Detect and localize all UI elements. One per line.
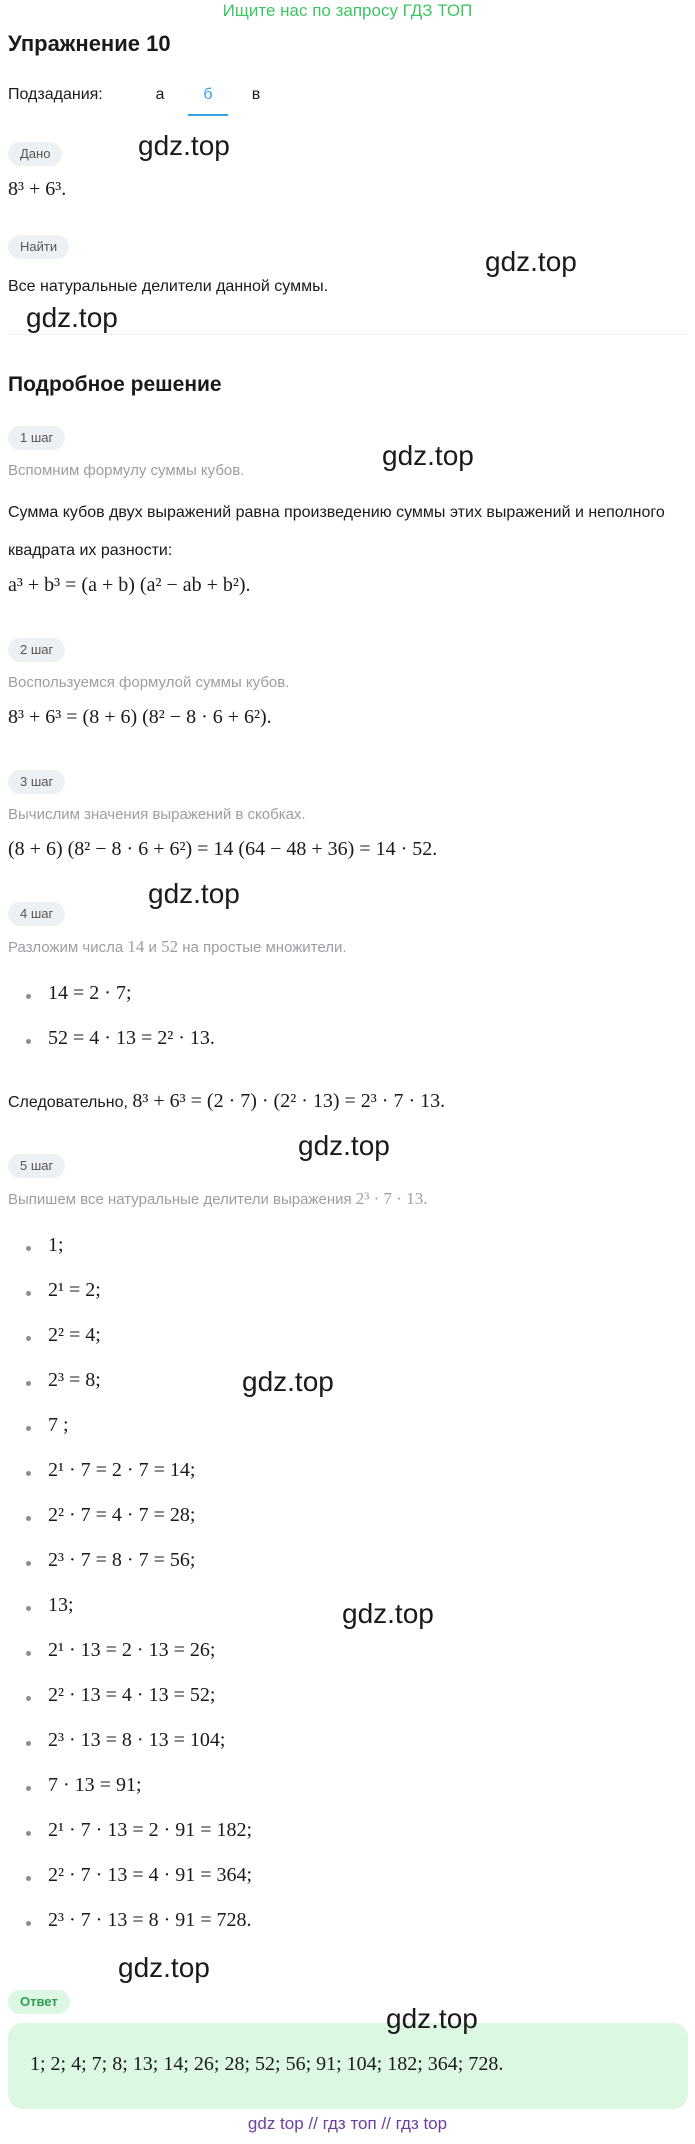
footer-links[interactable]: gdz top // гдз топ // гдз top (247, 2114, 448, 2133)
step-4-hint-mid: и (144, 939, 162, 956)
given-badge: Дано (8, 142, 62, 166)
watermark: gdz.top (386, 2003, 478, 2034)
divisor-value: 2² · 13 = 4 · 13 = 52; (48, 1684, 216, 1706)
bullet-dot (26, 1651, 31, 1656)
step-2-hint: Воспользуемся формулой суммы кубов. (8, 674, 290, 691)
conclusion-label: Следовательно, (8, 1094, 133, 1111)
solution-heading: Подробное решение (8, 373, 222, 396)
bullet-dot (26, 1426, 31, 1431)
watermark: gdz.top (26, 302, 118, 333)
step-1-hint: Вспомним формулу суммы кубов. (8, 462, 245, 479)
divisor-value: 2¹ · 13 = 2 · 13 = 26; (48, 1639, 216, 1661)
answer-box (8, 2023, 688, 2109)
divisor-value: 2² · 7 · 13 = 4 · 91 = 364; (48, 1864, 253, 1886)
watermark: gdz.top (485, 246, 577, 277)
bullet-dot (26, 1246, 31, 1251)
watermark: gdz.top (298, 1130, 390, 1161)
bullet-dot (26, 1741, 31, 1746)
watermark: gdz.top (342, 1598, 434, 1629)
bullet-dot (26, 1291, 31, 1296)
divisor-value: 2³ · 7 · 13 = 8 · 91 = 728. (48, 1909, 252, 1931)
watermark: gdz.top (148, 878, 240, 909)
step-1-badge: 1 шаг (8, 426, 65, 450)
step-4-hint-suffix: на простые множители. (178, 939, 347, 956)
step-4-hint (8, 936, 347, 959)
watermark: gdz.top (138, 130, 230, 161)
step-3-formula: (8 + 6) (8² − 8 · 6 + 6²) = 14 (64 − 48 + 36) = 14 · 52. (8, 838, 438, 860)
bullet-dot (26, 1336, 31, 1341)
step-1-text: Сумма кубов двух выражений равна произведению суммы этих выражений и неполного квадрата их разности: (8, 504, 665, 559)
divisor-value: 2³ = 8; (48, 1369, 101, 1391)
divisor-value: 2³ · 13 = 8 · 13 = 104; (48, 1729, 226, 1751)
bullet-dot (26, 1516, 31, 1521)
step-4-hint-prefix: Разложим числа (8, 939, 128, 956)
given-value: 8³ + 6³. (8, 178, 67, 200)
tab-v[interactable]: в (251, 86, 261, 103)
find-text: Все натуральные делители данной суммы. (8, 278, 329, 295)
active-tab-indicator (188, 114, 228, 116)
divisor-value: 13; (48, 1594, 74, 1616)
watermark: gdz.top (242, 1366, 334, 1397)
step-5-badge: 5 шаг (8, 1154, 65, 1178)
divisor-value: 2¹ = 2; (48, 1279, 101, 1301)
step-5-hint (8, 1188, 427, 1211)
divisor-value: 2³ · 7 = 8 · 7 = 56; (48, 1549, 196, 1571)
conclusion-formula: 8³ + 6³ = (2 · 7) · (2² · 13) = 2³ · 7 · 13. (132, 1090, 446, 1112)
bullet-dot (26, 1921, 31, 1926)
step-5-hint-formula: 2³ · 7 · 13. (355, 1189, 428, 1208)
step-5-hint-prefix: Выпишем все натуральные делители выражения (8, 1191, 356, 1208)
step-1-formula: a³ + b³ = (a + b) (a² − ab + b²). (8, 574, 251, 596)
step-3-badge: 3 шаг (8, 770, 65, 794)
step-3-hint: Вычислим значения выражений в скобках. (8, 806, 306, 823)
step-4-badge: 4 шаг (8, 902, 65, 926)
watermark: gdz.top (382, 440, 474, 471)
step-2-badge: 2 шаг (8, 638, 65, 662)
step-2-formula: 8³ + 6³ = (8 + 6) (8² − 8 · 6 + 6²). (8, 706, 272, 728)
subtasks-bar (8, 82, 688, 118)
bullet-dot (26, 1561, 31, 1566)
bullet-dot (26, 1786, 31, 1791)
divisor-value: 1; (48, 1234, 64, 1256)
tab-b[interactable]: б (203, 86, 213, 103)
bullet-dot (26, 1606, 31, 1611)
bullet-dot (26, 1876, 31, 1881)
watermark: gdz.top (118, 1952, 210, 1983)
search-banner[interactable]: Ищите нас по запросу ГДЗ ТОП (222, 1, 473, 20)
tab-a[interactable]: а (155, 86, 165, 103)
step-4-hint-a: 14 (127, 937, 145, 956)
divisor-value: 7 ; (48, 1414, 69, 1436)
divisor-value: 2² · 7 = 4 · 7 = 28; (48, 1504, 196, 1526)
step-4-hint-b: 52 (161, 937, 179, 956)
answer-badge: Ответ (8, 1990, 70, 2014)
bullet-dot (26, 1831, 31, 1836)
bullet-dot (26, 1696, 31, 1701)
bullet-dot (26, 1381, 31, 1386)
answer-value: 1; 2; 4; 7; 8; 13; 14; 26; 28; 52; 56; 91; 104; 182; 364; 728. (30, 2053, 504, 2075)
divisor-value: 7 · 13 = 91; (48, 1774, 142, 1796)
page-title: Упражнение 10 (8, 31, 171, 56)
find-badge: Найти (8, 235, 69, 259)
subtasks-label: Подзадания: (8, 86, 103, 103)
section-divider (8, 334, 688, 335)
divisor-value: 2² = 4; (48, 1324, 101, 1346)
divisor-value: 2¹ · 7 · 13 = 2 · 91 = 182; (48, 1819, 253, 1841)
step-4-conclusion (8, 1090, 445, 1114)
divisor-value: 2¹ · 7 = 2 · 7 = 14; (48, 1459, 196, 1481)
bullet-dot (26, 1471, 31, 1476)
